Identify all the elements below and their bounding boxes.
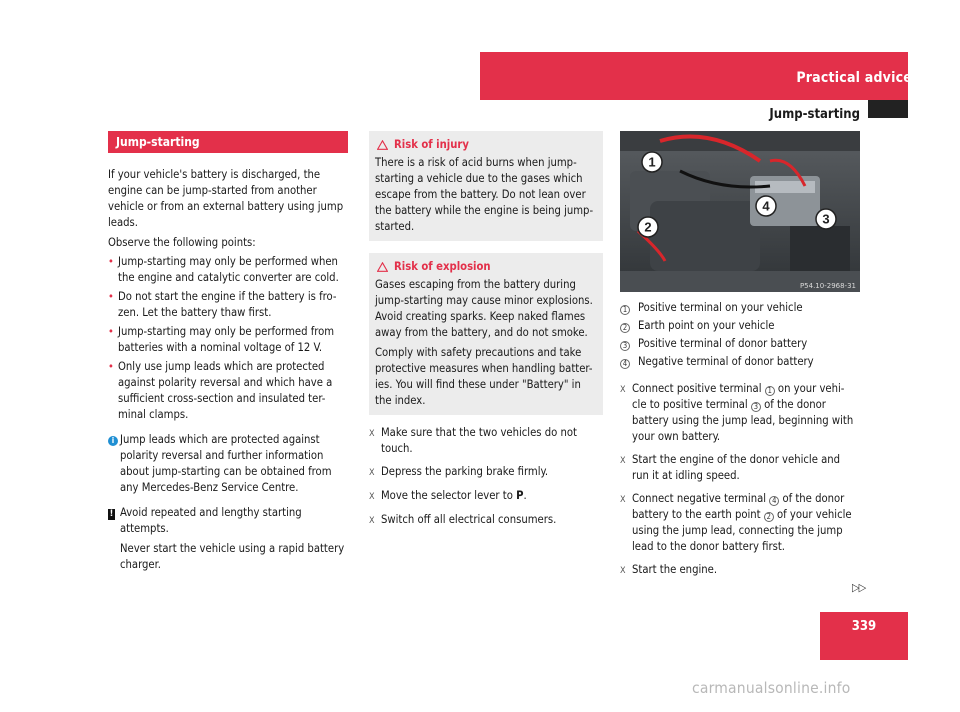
warning-text: Comply with safety precautions and take protective measures when handling batter- ies. You will find these under "Battery" in the index. — [375, 346, 593, 407]
step-arrow-icon: X — [369, 492, 375, 502]
engine-bay-photo — [620, 131, 860, 292]
bullet-icon: • — [108, 360, 114, 373]
step-item: X Start the engine of the donor vehicle and run it at idling speed. — [620, 453, 841, 482]
bullet-item: • Jump-starting may only be performed when the engine and catalytic converter are cold. — [108, 255, 339, 284]
bullet-item: • Jump-starting may only be performed from batteries with a nominal voltage of 12 V. — [108, 325, 335, 354]
step-item: X Depress the parking brake firmly. — [369, 464, 603, 481]
warning-box-injury — [369, 131, 603, 241]
section-heading: Jump-starting — [108, 131, 348, 153]
step-arrow-icon: X — [620, 456, 626, 466]
observe-paragraph: Observe the following points: — [108, 236, 256, 249]
page-number: 339 — [820, 612, 908, 660]
header-tab-marker — [868, 100, 908, 118]
step-item: X Start the engine. — [620, 562, 860, 579]
info-note: i Jump leads which are protected against polarity reversal and further information about jump-starting can be obtained from any Mercedes-Benz Service Centre. — [108, 432, 348, 496]
callout-4: 4 — [762, 198, 770, 214]
exclamation-icon: ! — [109, 509, 114, 519]
bullet-icon: • — [108, 255, 114, 268]
legend-item: 1 Positive terminal on your vehicle — [620, 300, 860, 316]
step-arrow-icon: X — [369, 516, 375, 526]
callout-2: 2 — [644, 219, 652, 235]
legend-item: 2 Earth point on your vehicle — [620, 318, 860, 334]
step-arrow-icon: X — [369, 429, 375, 439]
info-icon: i — [108, 436, 118, 446]
caution-note: ! Avoid repeated and lengthy starting attempts. Never start the vehicle using a rapid battery charger. — [109, 506, 345, 571]
step-item: X Switch off all electrical consumers. — [369, 512, 603, 529]
bullet-icon: • — [108, 290, 114, 303]
bullet-icon: • — [108, 325, 114, 338]
photo-code: P54.10-2968-31 — [799, 282, 856, 290]
warning-box-explosion — [369, 253, 603, 415]
warning-text: Gases escaping from the battery during jump-starting may cause minor explosions. Avoid creating sparks. Keep naked flames away from the battery, and do not smoke. — [375, 278, 593, 339]
callout-1: 1 — [648, 154, 656, 170]
step-arrow-icon: X — [620, 495, 626, 505]
column-middle — [369, 131, 603, 529]
legend-item: 4 Negative terminal of donor battery — [620, 354, 860, 370]
subsection-title: Jump-starting — [769, 107, 860, 122]
step-item: X Make sure that the two vehicles do not touch. — [369, 426, 577, 455]
section-title: Practical advice — [796, 70, 912, 86]
step-item: X Connect negative terminal 4 of the donor battery to the earth point 2 of your vehicle using the jump lead, connecting the jump lead to the donor battery first. — [620, 492, 852, 553]
warning-title: Risk of explosion — [394, 260, 491, 273]
column-left — [108, 131, 348, 577]
warning-text: There is a risk of acid burns when jump- starting a vehicle due to the gases which escape from the battery. Do not lean over the battery while the engine is being jump- started. — [375, 156, 594, 233]
warning-triangle-icon — [377, 262, 388, 272]
bullet-item: • Do not start the engine if the battery is fro- zen. Let the battery thaw first. — [108, 290, 337, 319]
intro-paragraph: If your vehicle's battery is discharged, the engine can be jump-started from another vehicle or from an external battery using jump leads. — [108, 168, 344, 229]
step-arrow-icon: X — [369, 468, 375, 478]
bullet-item: • Only use jump leads which are protected against polarity reversal and which have a sufficient cross-section and insulated ter- minal clamps. — [108, 360, 333, 421]
warning-triangle-icon — [377, 140, 388, 150]
warning-title: Risk of injury — [394, 138, 469, 151]
watermark: carmanualsonline.info — [692, 679, 851, 697]
step-arrow-icon: X — [620, 385, 626, 395]
step-arrow-icon: X — [620, 566, 626, 576]
continued-icon: ▷▷ — [852, 581, 866, 594]
legend-item: 3 Positive terminal of donor battery — [620, 336, 860, 352]
column-right — [620, 298, 860, 579]
callout-3: 3 — [822, 211, 830, 227]
step-item: X Move the selector lever to P. — [369, 488, 603, 505]
step-item: X Connect positive terminal 1 on your vehi- cle to positive terminal 3 of the donor battery using the jump lead, beginning with your own battery. — [620, 382, 854, 443]
